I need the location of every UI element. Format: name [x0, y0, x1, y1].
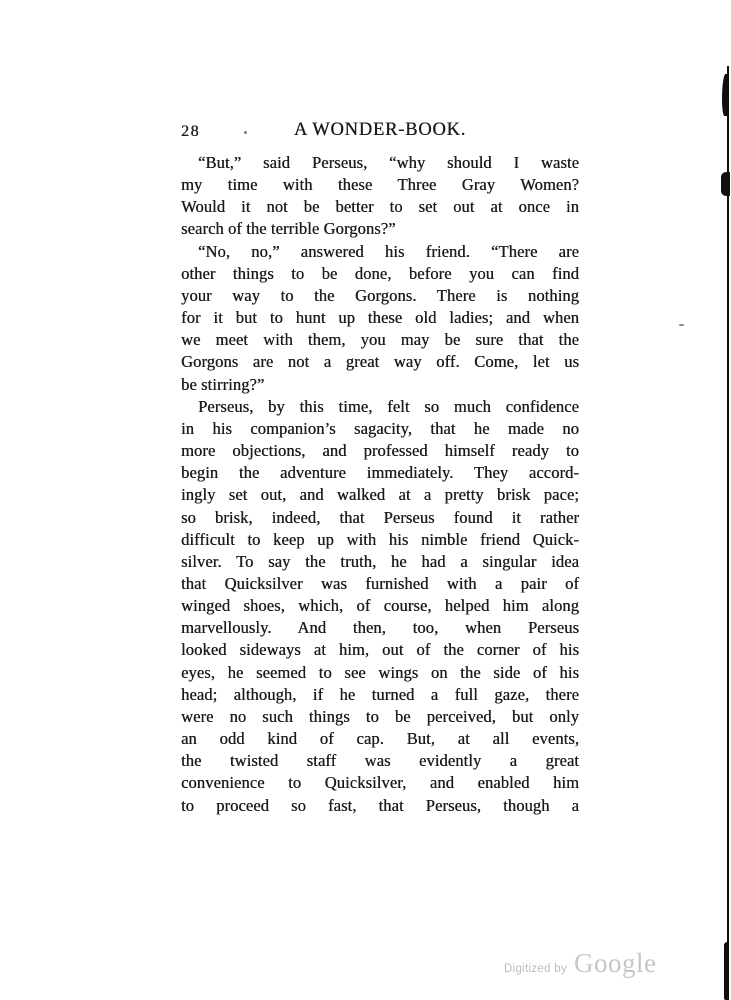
text-line: search of the terrible Gorgons?” — [181, 219, 396, 239]
text-line: looked sideways at him, out of the corner of his — [181, 640, 579, 660]
text-line: head; although, if he turned a full gaze, there — [181, 684, 579, 704]
text-line: other things to be done, before you can find — [181, 263, 579, 283]
text-line: Would it not be better to set out at once in — [181, 197, 579, 217]
scan-speck — [679, 324, 684, 326]
text-line: to proceed so fast, that Perseus, though a — [181, 795, 579, 815]
running-title: A WONDER-BOOK. — [293, 120, 467, 140]
page-body-text — [181, 152, 579, 817]
text-line: an odd kind of cap. But, at all events, — [181, 729, 579, 749]
digitized-by-label: Digitized by — [504, 963, 568, 975]
page-edge-ink-blob — [721, 172, 730, 196]
text-line: the twisted staff was evidently a great — [181, 751, 579, 771]
text-line: be stirring?” — [181, 374, 265, 394]
text-line: marvellously. And then, too, when Perseus — [181, 618, 579, 638]
text-line: more objections, and professed himself ready to — [181, 441, 579, 461]
text-line: silver. To say the truth, he had a singular idea — [181, 551, 579, 571]
text-line: “But,” said Perseus, “why should I waste — [198, 153, 579, 172]
text-line: ingly set out, and walked at a pretty brisk pace; — [181, 485, 579, 505]
text-line: winged shoes, which, of course, helped him along — [181, 596, 579, 616]
page-edge-line — [727, 66, 729, 1000]
text-line: were no such things to be perceived, but only — [181, 706, 579, 726]
page-edge-ink-blob — [722, 74, 728, 116]
text-line: that Quicksilver was furnished with a pair of — [181, 573, 579, 593]
text-line: convenience to Quicksilver, and enabled him — [181, 773, 579, 793]
text-line: we meet with them, you may be sure that the — [181, 330, 579, 350]
text-line: your way to the Gorgons. There is nothing — [181, 285, 579, 305]
text-line: in his companion’s sagacity, that he made no — [181, 418, 579, 438]
text-line: begin the adventure immediately. They accord- — [181, 463, 579, 483]
text-line: for it but to hunt up these old ladies; and when — [181, 308, 579, 328]
text-line: my time with these Three Gray Women? — [181, 175, 579, 195]
google-logo: Google — [574, 948, 657, 978]
text-line: Gorgons are not a great way off. Come, let us — [181, 352, 579, 372]
text-line: eyes, he seemed to see wings on the side of his — [181, 662, 579, 682]
text-line: difficult to keep up with his nimble friend Quick- — [181, 529, 579, 549]
text-line: “No, no,” answered his friend. “There are — [198, 241, 579, 261]
page-header — [181, 120, 579, 142]
page-number: 28 — [181, 123, 200, 140]
google-watermark — [504, 948, 657, 979]
text-line: so brisk, indeed, that Perseus found it rather — [181, 507, 579, 527]
text-line: Perseus, by this time, felt so much confidence — [198, 396, 579, 416]
page-edge-ink-blob — [724, 942, 729, 1000]
